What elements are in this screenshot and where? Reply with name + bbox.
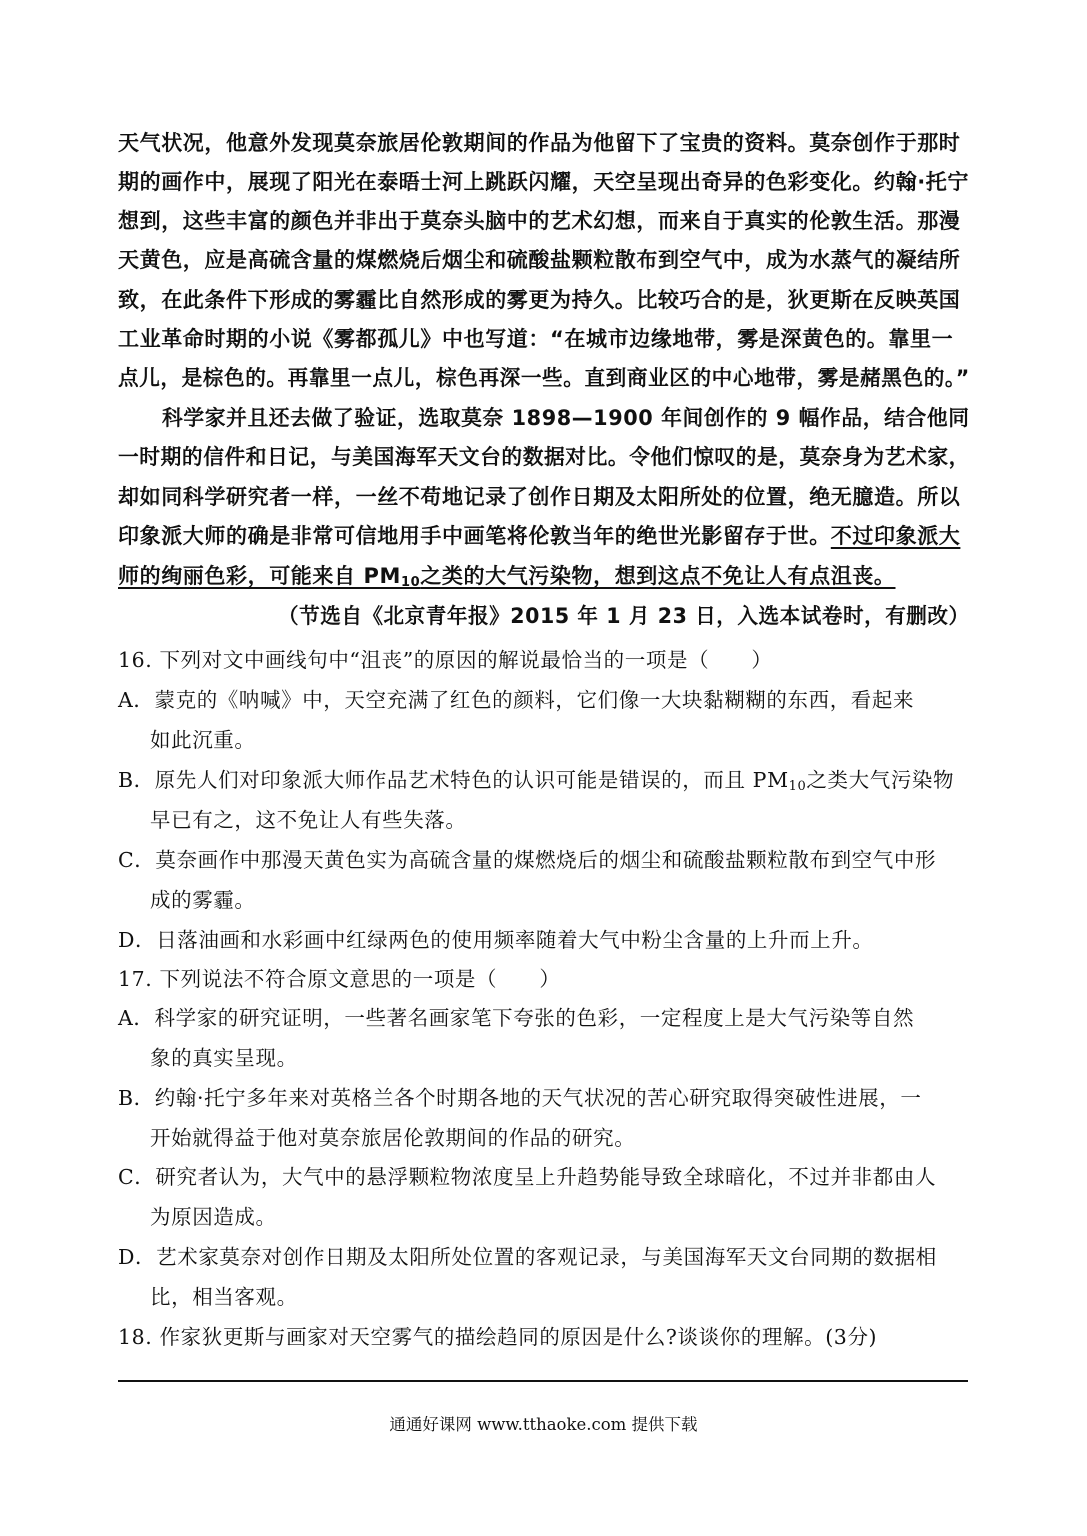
passage-line: 点儿，是棕色的。再靠里一点儿，棕色再深一些。直到商业区的中心地带，雾是赭黑色的。” [118, 366, 970, 390]
passage-line: 一时期的信件和日记，与美国海军天文台的数据对比。令他们惊叹的是，莫奈身为艺术家， [118, 445, 970, 469]
q16-option-d: D．日落油画和水彩画中红绿两色的使用频率随着大气中粉尘含量的上升而上升。 [118, 928, 874, 952]
passage-line: 想到，这些丰富的颜色并非出于莫奈头脑中的艺术幻想，而来自于真实的伦敦生活。那漫 [118, 209, 961, 233]
passage-text: 印象派大师的确是非常可信地用手中画笔将伦敦当年的绝世光影留存于世。 [118, 524, 831, 548]
q16-option-c-cont: 成的雾霾。 [150, 888, 256, 912]
option-text: B．原先人们对印象派大师作品艺术特色的认识可能是错误的，而且 PM [118, 768, 789, 792]
passage-line: 致，在此条件下形成的雾霾比自然形成的雾更为持久。比较巧合的是，狄更斯在反映英国 [118, 288, 961, 312]
q17-option-a-cont: 象的真实呈现。 [150, 1046, 298, 1070]
question-17-stem: 17. 下列说法不符合原文意思的一项是（ ） [118, 967, 561, 991]
passage-line: 却如同科学研究者一样，一丝不苟地记录了创作日期及太阳所处的位置，绝无臆造。所以 [118, 485, 961, 509]
footer-divider [118, 1380, 968, 1382]
passage-line: 期的画作中，展现了阳光在泰晤士河上跳跃闪耀，天空呈现出奇异的色彩变化。约翰·托宁 [118, 170, 969, 194]
q17-option-c-cont: 为原因造成。 [150, 1205, 277, 1229]
q17-option-b-cont: 开始就得益于他对莫奈旅居伦敦期间的作品的研究。 [150, 1126, 636, 1150]
footer-text: 通通好课网 www.tthaoke.com 提供下载 [389, 1415, 698, 1434]
q16-option-b [118, 763, 954, 794]
q16-option-a-cont: 如此沉重。 [150, 728, 256, 752]
passage-line: 天气状况，他意外发现莫奈旅居伦敦期间的作品为他留下了宝贵的资料。莫奈创作于那时 [118, 131, 961, 155]
question-18-stem: 18. 作家狄更斯与画家对天空雾气的描绘趋同的原因是什么?谈谈你的理解。(3分) [118, 1325, 878, 1349]
q16-option-c: C．莫奈画作中那漫天黄色实为高硫含量的煤燃烧后的烟尘和硫酸盐颗粒散布到空气中形 [118, 848, 937, 872]
underlined-text: 之类的大气污染物，想到这点不免让人有点沮丧。 [420, 564, 896, 588]
question-16-stem: 16. 下列对文中画线句中“沮丧”的原因的解说最恰当的一项是（ ） [118, 648, 773, 672]
passage-line [118, 520, 960, 550]
underlined-sentence: 不过印象派大 [830, 524, 961, 548]
q16-option-b-cont: 早已有之，这不免让人有些失落。 [150, 808, 467, 832]
passage-line: 工业革命时期的小说《雾都孤儿》中也写道：“在城市边缘地带，雾是深黄色的。靠里一 [118, 327, 954, 351]
passage-line: 天黄色，应是高硫含量的煤燃烧后烟尘和硫酸盐颗粒散布到空气中，成为水蒸气的凝结所 [118, 248, 961, 272]
source-citation: （节选自《北京青年报》2015 年 1 月 23 日，入选本试卷时，有删改） [278, 604, 970, 628]
subscript: 10 [788, 779, 807, 794]
q17-option-c: C．研究者认为，大气中的悬浮颗粒物浓度呈上升趋势能导致全球暗化，不过并非都由人 [118, 1165, 937, 1189]
q17-option-d: D．艺术家莫奈对创作日期及太阳所处位置的客观记录，与美国海军天文台同期的数据相 [118, 1245, 937, 1269]
underlined-text: 师的绚丽色彩，可能来自 PM [118, 564, 401, 588]
subscript: 10 [401, 575, 421, 590]
passage-line: 科学家并且还去做了验证，选取莫奈 1898—1900 年间创作的 9 幅作品，结合他同 [162, 406, 970, 430]
q17-option-d-cont: 比，相当客观。 [150, 1285, 298, 1309]
option-text: 之类大气污染物 [806, 768, 955, 792]
underlined-sentence [118, 560, 896, 590]
q17-option-a: A．科学家的研究证明，一些著名画家笔下夸张的色彩，一定程度上是大气污染等自然 [118, 1006, 915, 1030]
q17-option-b: B．约翰·托宁多年来对英格兰各个时期各地的天气状况的苦心研究取得突破性进展，一 [118, 1086, 922, 1110]
q16-option-a: A．蒙克的《呐喊》中，天空充满了红色的颜料，它们像一大块黏糊糊的东西，看起来 [118, 688, 915, 712]
